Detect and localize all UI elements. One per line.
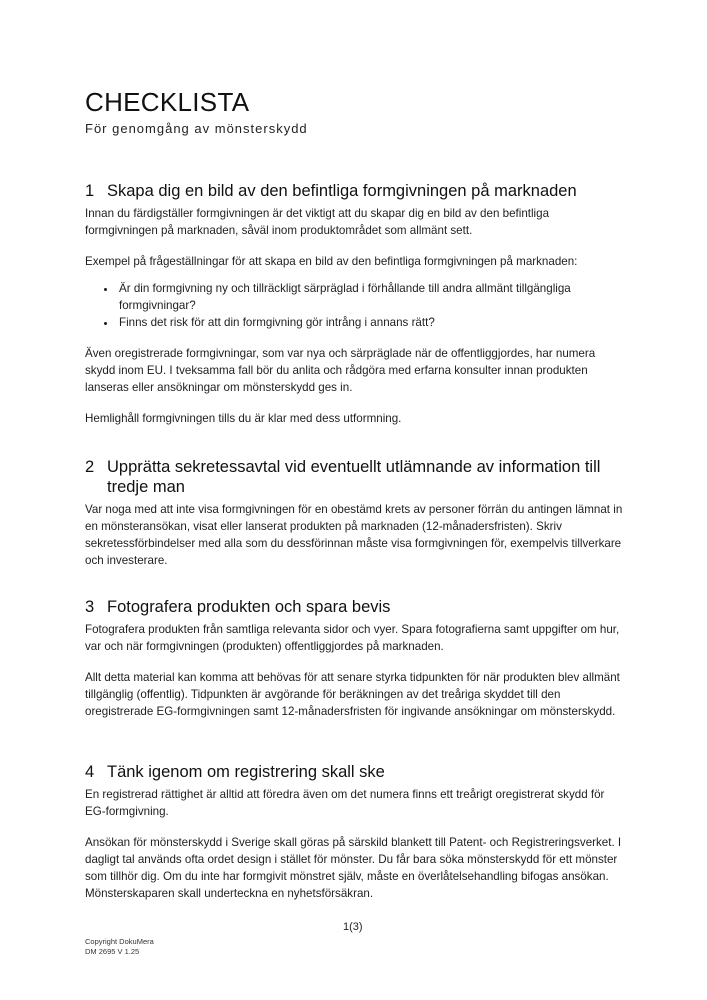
paragraph: Allt detta material kan komma att behövas för att senare styrka tidpunkten för när produkten blev allmänt tillgänglig (offentlig). Tidpunkten är avgörande för beräkningen av det treåriga skyddet till den oregistrerade EG-formgivningen samt 12-månadersfristen för ingivande ansökningar om mönsterskydd. — [85, 671, 620, 718]
section-3 — [85, 597, 625, 734]
paragraph: Exempel på frågeställningar för att skapa en bild av den befintliga formgivningen på marknaden: — [85, 255, 578, 268]
footer-copyright: Copyright DokuMera — [85, 937, 154, 946]
section-heading-text: Upprätta sekretessavtal vid eventuellt utlämnande av information till tredje man — [107, 458, 601, 496]
section-number: 2 — [85, 458, 95, 476]
paragraph: Var noga med att inte visa formgivningen för en obestämd krets av personer förrän du antingen lämnat in en mönsteransökan, visat eller lanserat produkten på marknaden (12-månadersfristen). Skriv sekretessförbindelser med alla som du dessförinnan måste visa formgivningen för, exempelvis tillverkare och investerare. — [85, 503, 623, 567]
paragraph: Innan du färdigställer formgivningen är det viktigt att du skapar dig en bild av den befintliga formgivningen på marknaden, såväl inom produktområdet som allmänt sett. — [85, 207, 550, 237]
section-4-heading — [85, 762, 625, 782]
footer-doc-id: DM 2695 V 1.25 — [85, 947, 140, 956]
document-subtitle: För genomgång av mönsterskydd — [85, 121, 308, 136]
section-1-heading — [85, 181, 625, 201]
section-2-heading — [85, 457, 625, 497]
list-item: • Finns det risk för att din formgivning gör intrång i annans rätt? — [117, 314, 625, 331]
paragraph: Även oregistrerade formgivningar, som var nya och särpräglade när de offentliggjordes, har numera skydd inom EU. I tveksamma fall bör du anlita och rådgöra med erfarna konsulter innan produkten lanseras eller ansökningar om mönsterskydd ges in. — [85, 347, 596, 394]
section-number: 3 — [85, 598, 95, 616]
footer — [85, 937, 154, 957]
paragraph: Hemlighåll formgivningen tills du är klar med dess utformning. — [85, 412, 402, 425]
section-2 — [85, 457, 625, 583]
document-title: CHECKLISTA — [85, 87, 250, 117]
section-heading-text: Skapa dig en bild av den befintliga formgivningen på marknaden — [107, 182, 577, 200]
page-number: 1(3) — [343, 921, 363, 933]
section-3-heading — [85, 597, 625, 617]
section-1 — [85, 181, 625, 441]
section-number: 1 — [85, 182, 95, 200]
section-number: 4 — [85, 763, 95, 781]
paragraph: Ansökan för mönsterskydd i Sverige skall göras på särskild blankett till Patent- och Registreringsverket. I dagligt tal används ofta ordet design i stället för mönster. Du får bara söka mönsterskydd för ett mönster som tillhör dig. Om du inte har formgivit mönstret själv, måste en överlåtelsehandling bifogas ansökan. Mönsterskaparen skall underteckna en nyhetsförsäkran. — [85, 836, 622, 900]
list-item: • Är din formgivning ny och tillräckligt särpräglad i förhållande till andra allmänt tillgängliga formgivningar? — [117, 280, 625, 314]
paragraph: Fotografera produkten från samtliga relevanta sidor och vyer. Spara fotografierna samt uppgifter om hur, var och när formgivningen (produkten) offentliggjordes på marknaden. — [85, 623, 620, 653]
paragraph: En registrerad rättighet är alltid att föredra även om det numera finns ett treårigt oregistrerat skydd för EG-formgivning. — [85, 788, 605, 818]
section-heading-text: Tänk igenom om registrering skall ske — [107, 763, 385, 781]
section-4 — [85, 762, 625, 916]
bullet-list — [85, 280, 625, 331]
section-heading-text: Fotografera produkten och spara bevis — [107, 598, 391, 616]
